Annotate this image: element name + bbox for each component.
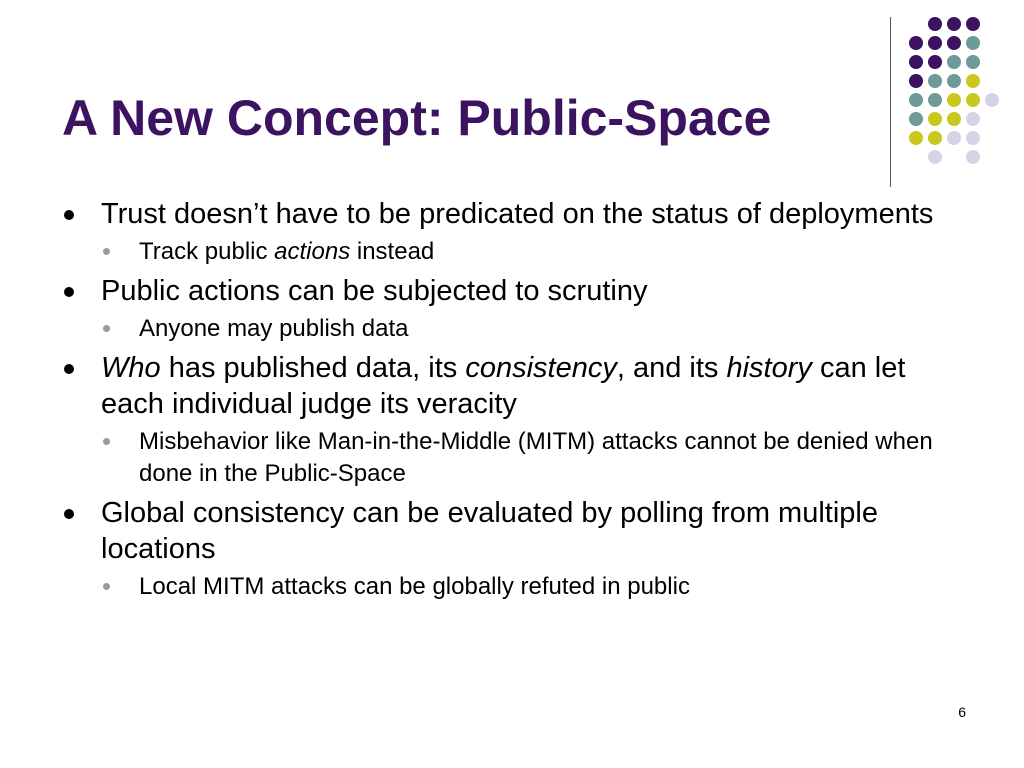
emphasis-text: consistency [465, 352, 617, 384]
sub-bullet-list [101, 313, 962, 345]
text-segment: Public actions can be subjected to scrutiny [101, 275, 648, 307]
decorative-dot [947, 112, 961, 126]
decorative-dot [909, 131, 923, 145]
decorative-dot [966, 93, 980, 107]
text-segment: Local MITM attacks can be globally refuted in public [139, 573, 690, 600]
bullet-list [62, 196, 962, 603]
vertical-divider [890, 17, 891, 187]
emphasis-text: Who [101, 352, 161, 384]
bullet-text [101, 497, 878, 565]
decorative-dot [928, 36, 942, 50]
emphasis-text: history [726, 352, 812, 384]
bullet-item [62, 196, 962, 268]
decorative-dot [966, 150, 980, 164]
decorative-dot [928, 74, 942, 88]
sub-bullet-text [139, 315, 409, 342]
decorative-dot [966, 131, 980, 145]
sub-bullet-dot-icon [103, 438, 110, 445]
decorative-dot [909, 74, 923, 88]
sub-bullet-item [101, 426, 962, 490]
text-segment: Global consistency can be evaluated by polling from multiple locations [101, 497, 878, 565]
sub-bullet-item [101, 571, 962, 603]
sub-bullet-text [139, 238, 434, 265]
decorative-dot [909, 112, 923, 126]
bullet-text [101, 198, 933, 230]
sub-bullet-dot-icon [103, 248, 110, 255]
decorative-dot [966, 55, 980, 69]
decorative-dot [928, 55, 942, 69]
decorative-dot [985, 93, 999, 107]
text-segment: Misbehavior like Man-in-the-Middle (MITM) attacks cannot be denied when done in the Public-Space [139, 428, 933, 487]
sub-bullet-dot-icon [103, 325, 110, 332]
text-segment: , and its [616, 352, 727, 384]
emphasis-text: actions [274, 238, 351, 265]
text-segment: has published data, its [160, 352, 466, 384]
sub-bullet-dot-icon [103, 583, 110, 590]
text-segment: instead [350, 238, 435, 265]
decorative-dot [909, 93, 923, 107]
decorative-dot [947, 74, 961, 88]
decorative-dot [928, 17, 942, 31]
decorative-dot [928, 93, 942, 107]
bullet-dot-icon [64, 364, 74, 374]
text-segment: Trust doesn’t have to be predicated on the status of deployments [101, 198, 934, 230]
decorative-dot [966, 17, 980, 31]
bullet-text [101, 275, 647, 307]
sub-bullet-list [101, 571, 962, 603]
decorative-dot [947, 131, 961, 145]
sub-bullet-list [101, 236, 962, 268]
decorative-dot [928, 150, 942, 164]
decorative-dot [909, 55, 923, 69]
text-segment: Track public [139, 238, 275, 265]
decorative-dot [966, 112, 980, 126]
sub-bullet-item [101, 313, 962, 345]
bullet-text [101, 352, 905, 420]
decorative-dot [947, 17, 961, 31]
sub-bullet-text [139, 428, 933, 487]
bullet-dot-icon [64, 210, 74, 220]
decorative-dot [909, 36, 923, 50]
decorative-dot-grid [900, 8, 1010, 168]
decorative-dot [928, 131, 942, 145]
decorative-dot [966, 36, 980, 50]
slide-title: A New Concept: Public-Space [62, 90, 772, 146]
text-segment: Anyone may publish data [139, 315, 409, 342]
decorative-dot [947, 93, 961, 107]
decorative-dot [966, 74, 980, 88]
decorative-dot [928, 112, 942, 126]
page-number: 6 [958, 704, 966, 720]
text-segment: can let each individual judge its veracity [101, 352, 906, 420]
sub-bullet-text [139, 573, 690, 600]
sub-bullet-list [101, 426, 962, 490]
sub-bullet-item [101, 236, 962, 268]
bullet-item [62, 495, 962, 603]
bullet-item [62, 350, 962, 490]
decorative-dot [947, 36, 961, 50]
bullet-item [62, 273, 962, 345]
decorative-dot [947, 55, 961, 69]
bullet-dot-icon [64, 509, 74, 519]
bullet-dot-icon [64, 287, 74, 297]
